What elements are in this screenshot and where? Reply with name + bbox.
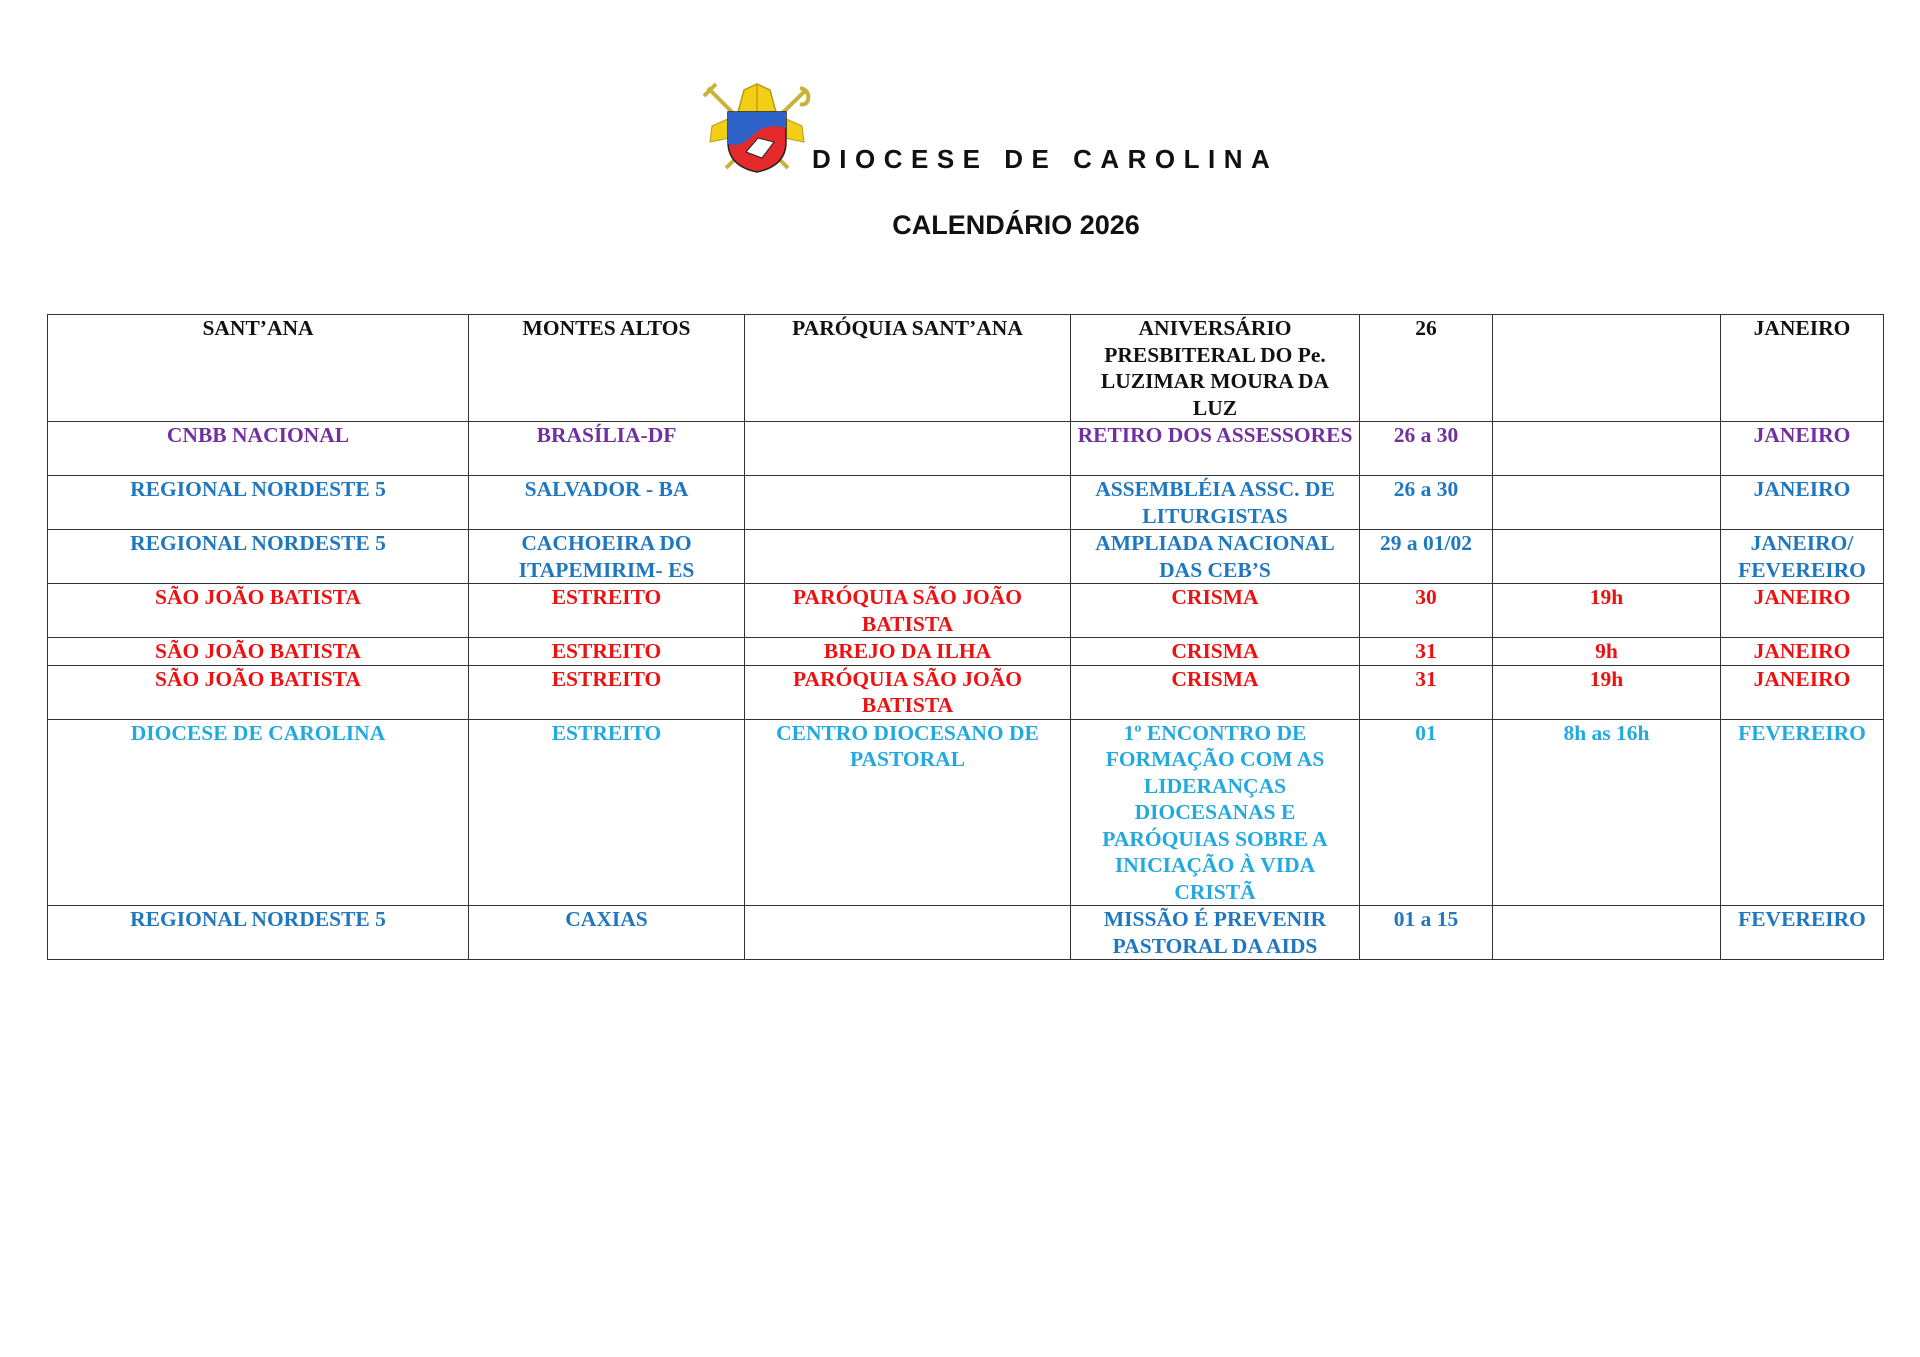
organizer-cell: REGIONAL NORDESTE 5 [48, 530, 469, 584]
day-cell: 01 a 15 [1360, 906, 1493, 960]
place-cell: BREJO DA ILHA [745, 638, 1071, 666]
table-row [48, 638, 1884, 666]
time-cell [1493, 315, 1721, 422]
diocese-coat-of-arms-icon [700, 82, 814, 174]
month-cell: FEVEREIRO [1721, 719, 1884, 906]
organizer-cell: REGIONAL NORDESTE 5 [48, 906, 469, 960]
month-cell: JANEIRO [1721, 638, 1884, 666]
place-cell [745, 476, 1071, 530]
time-cell [1493, 530, 1721, 584]
time-cell: 9h [1493, 638, 1721, 666]
organizer-cell: SANT’ANA [48, 315, 469, 422]
place-cell [745, 530, 1071, 584]
month-cell: JANEIRO [1721, 584, 1884, 638]
organizer-cell: SÃO JOÃO BATISTA [48, 665, 469, 719]
day-cell: 26 [1360, 315, 1493, 422]
day-cell: 29 a 01/02 [1360, 530, 1493, 584]
day-cell: 31 [1360, 665, 1493, 719]
event-cell: ANIVERSÁRIO PRESBITERAL DO Pe. LUZIMAR MOURA DA LUZ [1071, 315, 1360, 422]
table-row [48, 530, 1884, 584]
city-cell: CAXIAS [469, 906, 745, 960]
event-cell: CRISMA [1071, 638, 1360, 666]
city-cell: MONTES ALTOS [469, 315, 745, 422]
place-cell: CENTRO DIOCESANO DE PASTORAL [745, 719, 1071, 906]
document-header [0, 0, 1920, 260]
organizer-cell: REGIONAL NORDESTE 5 [48, 476, 469, 530]
place-cell: PARÓQUIA SANT’ANA [745, 315, 1071, 422]
table-row [48, 719, 1884, 906]
place-cell [745, 906, 1071, 960]
organizer-cell: DIOCESE DE CAROLINA [48, 719, 469, 906]
time-cell [1493, 906, 1721, 960]
event-cell: RETIRO DOS ASSESSORES [1071, 422, 1360, 476]
place-cell: PARÓQUIA SÃO JOÃO BATISTA [745, 584, 1071, 638]
event-cell: AMPLIADA NACIONAL DAS CEB’S [1071, 530, 1360, 584]
table-row [48, 906, 1884, 960]
city-cell: ESTREITO [469, 719, 745, 906]
city-cell: CACHOEIRA DO ITAPEMIRIM- ES [469, 530, 745, 584]
city-cell: SALVADOR - BA [469, 476, 745, 530]
calendar-table [47, 314, 1884, 960]
event-cell: 1º ENCONTRO DE FORMAÇÃO COM AS LIDERANÇAS DIOCESANAS E PARÓQUIAS SOBRE A INICIAÇÃO À VIDA CRISTÃ [1071, 719, 1360, 906]
day-cell: 31 [1360, 638, 1493, 666]
city-cell: ESTREITO [469, 638, 745, 666]
city-cell: BRASÍLIA-DF [469, 422, 745, 476]
event-cell: MISSÃO É PREVENIR PASTORAL DA AIDS [1071, 906, 1360, 960]
month-cell: JANEIRO [1721, 422, 1884, 476]
time-cell: 19h [1493, 665, 1721, 719]
table-row [48, 422, 1884, 476]
day-cell: 01 [1360, 719, 1493, 906]
table-row [48, 315, 1884, 422]
organizer-cell: CNBB NACIONAL [48, 422, 469, 476]
month-cell: JANEIRO [1721, 315, 1884, 422]
event-cell: ASSEMBLÉIA ASSC. DE LITURGISTAS [1071, 476, 1360, 530]
month-cell: FEVEREIRO [1721, 906, 1884, 960]
day-cell: 30 [1360, 584, 1493, 638]
day-cell: 26 a 30 [1360, 422, 1493, 476]
organizer-cell: SÃO JOÃO BATISTA [48, 638, 469, 666]
month-cell: JANEIRO [1721, 665, 1884, 719]
table-row [48, 665, 1884, 719]
city-cell: ESTREITO [469, 584, 745, 638]
month-cell: JANEIRO [1721, 476, 1884, 530]
event-cell: CRISMA [1071, 665, 1360, 719]
event-cell: CRISMA [1071, 584, 1360, 638]
city-cell: ESTREITO [469, 665, 745, 719]
time-cell: 8h as 16h [1493, 719, 1721, 906]
calendar-title: CALENDÁRIO 2026 [892, 210, 1140, 240]
month-cell: JANEIRO/ FEVEREIRO [1721, 530, 1884, 584]
day-cell: 26 a 30 [1360, 476, 1493, 530]
place-cell: PARÓQUIA SÃO JOÃO BATISTA [745, 665, 1071, 719]
time-cell [1493, 476, 1721, 530]
table-row [48, 476, 1884, 530]
time-cell [1493, 422, 1721, 476]
diocese-title: DIOCESE DE CAROLINA [812, 144, 1279, 174]
table-row [48, 584, 1884, 638]
time-cell: 19h [1493, 584, 1721, 638]
place-cell [745, 422, 1071, 476]
organizer-cell: SÃO JOÃO BATISTA [48, 584, 469, 638]
